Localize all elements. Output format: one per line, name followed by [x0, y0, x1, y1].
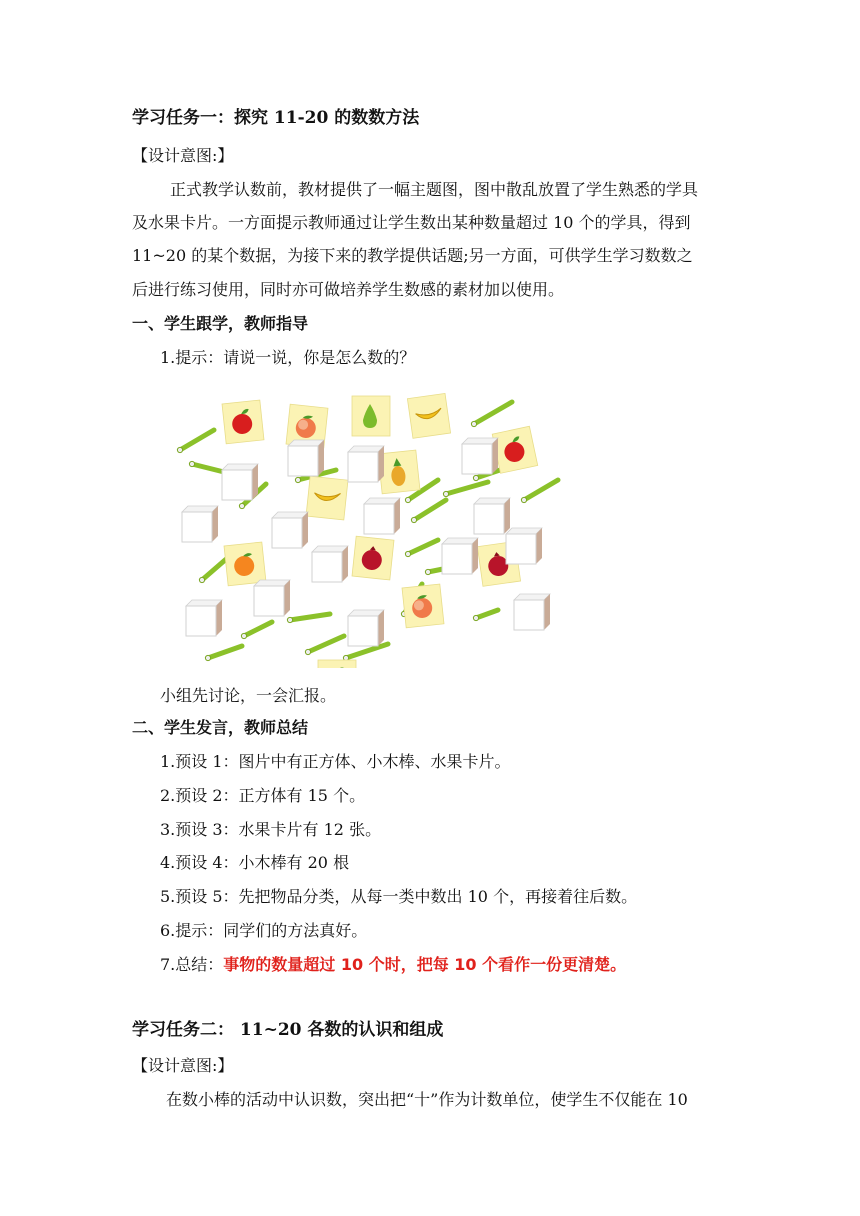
intro-line: 及水果卡片。一方面提示教师通过让学生数出某种数量超过 10 个的学具，得到 — [132, 213, 691, 232]
cube — [462, 438, 498, 474]
stick — [241, 622, 272, 639]
summary-label: 7.总结： — [160, 955, 224, 974]
stick — [177, 430, 214, 453]
task2-design-label: 【设计意图:】 — [132, 1056, 234, 1075]
fruit-card — [492, 426, 537, 473]
fruit-card — [222, 400, 264, 444]
section1-heading: 一、学生跟学，教师指导 — [132, 314, 309, 333]
task2-title: 学习任务二： 11~20 各数的认识和组成 — [132, 1020, 444, 1040]
fruit-card — [352, 396, 390, 436]
cube — [182, 506, 218, 542]
cube — [312, 546, 348, 582]
intro-line: 后进行练习使用，同时亦可做培养学生数感的素材加以使用。 — [132, 280, 565, 299]
task1-title: 学习任务一：探究 11-20 的数数方法 — [132, 108, 420, 128]
cube — [272, 512, 308, 548]
after-image-line: 小组先讨论，一会汇报。 — [160, 686, 337, 705]
item-line: 4.预设 4：小木棒有 20 根 — [160, 853, 350, 872]
fruit-card — [407, 393, 450, 438]
cube — [222, 464, 258, 500]
design-intent-label: 【设计意图:】 — [132, 146, 234, 165]
fruit-card — [402, 584, 444, 628]
stick — [189, 461, 224, 472]
fruit-card — [224, 542, 266, 586]
item-line: 6.提示：同学们的方法真好。 — [160, 921, 368, 940]
stick — [205, 646, 242, 661]
stick — [471, 402, 512, 427]
fruit-card — [306, 476, 348, 520]
item-line: 1.预设 1：图片中有正方体、小木棒、水果卡片。 — [160, 752, 511, 771]
cube — [348, 610, 384, 646]
cube — [186, 600, 222, 636]
cube — [514, 594, 550, 630]
cube — [474, 498, 510, 534]
prompt-line: 1.提示：请说一说，你是怎么数的？ — [160, 348, 416, 367]
section2-heading: 二、学生发言，教师总结 — [132, 718, 309, 737]
cube — [288, 440, 324, 476]
stick — [411, 500, 446, 523]
stick — [521, 480, 558, 503]
fruit-card — [318, 660, 356, 668]
item-line: 3.预设 3：水果卡片有 12 张。 — [160, 820, 382, 839]
summary-line — [160, 955, 626, 975]
item-line: 2.预设 2：正方体有 15 个。 — [160, 786, 366, 805]
fruit-card — [352, 536, 394, 580]
intro-line: 正式教学认数前，教材提供了一幅主题图，图中散乱放置了学生熟悉的学具 — [170, 180, 699, 199]
stick — [473, 610, 498, 621]
cube — [254, 580, 290, 616]
cube — [364, 498, 400, 534]
intro-line: 11~20 的某个数据，为接下来的教学提供话题;另一方面，可供学生学习数数之 — [132, 246, 693, 265]
cube — [442, 538, 478, 574]
cube — [348, 446, 384, 482]
stick — [305, 636, 344, 655]
fruit-card — [378, 450, 420, 494]
counting-illustration — [168, 388, 568, 668]
stick — [405, 540, 438, 557]
stick — [287, 614, 330, 623]
summary-text: 事物的数量超过 10 个时，把每 10 个看作一份更清楚。 — [223, 955, 627, 974]
item-line: 5.预设 5：先把物品分类，从每一类中数出 10 个，再接着往后数。 — [160, 887, 638, 906]
task2-line: 在数小棒的活动中认识数，突出把“十”作为计数单位，使学生不仅能在 10 — [166, 1090, 688, 1109]
stick — [443, 482, 488, 497]
cube — [506, 528, 542, 564]
